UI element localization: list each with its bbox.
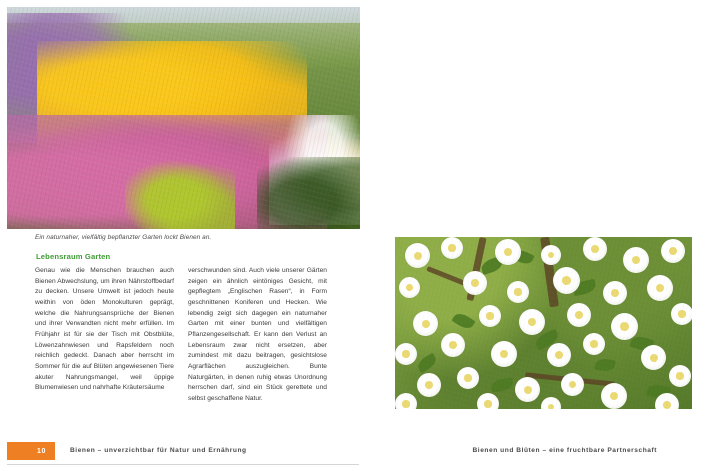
blossom-photo-texture	[395, 237, 692, 409]
section-subheading: Lebensraum Garten	[36, 252, 111, 261]
left-page-column-1: Genau wie die Menschen brauchen auch Bienen Abwechslung, um ihren Nährstoffbedarf zu decken. Unsere Umwelt ist jedoch heute weithin von öden Monokulturen geprägt, welche die Nahrungsansprüche der Bienen und ihrer Verwandten nicht mehr erfüllen. Im Frühjahr ist für sie der Tisch mit Obstblüte, Löwenzahnwiesen und Rapsfeldern noch reichlich gedeckt. Danach aber herrscht im Sommer für die auf Blüten angewiesenen Tiere akuter Nahrungsmangel, weil üppige Blumenwiesen und nahrhafte Kräutersäume	[35, 267, 174, 392]
photo-texture	[7, 7, 365, 229]
left-footer-divider	[7, 464, 359, 465]
left-page-number-tab: 10	[7, 442, 55, 460]
garden-photo-caption: Ein naturnaher, vielfältig bepflanzter Garten lockt Bienen an.	[35, 234, 212, 241]
apple-blossom-photograph	[395, 237, 692, 409]
right-running-head: Bienen und Blüten – eine fruchtbare Partnerschaft	[472, 447, 657, 454]
left-page-column-2: verschwunden sind. Auch viele unserer Gärten zeigen ein ähnlich eintöniges Gesicht, mit gepflegtem „Englischen Rasen“, in Form geschnittenen Koniferen und Hecken. Wie lebendig zeigt sich dagegen ein naturnaher Garten mit einer bunten und vielfältigen Pflanzengesellschaft. Er kann den Verlust an Lebensraum zwar nicht ersetzen, aber zumindest mit dazu beitragen, gesichtslose Agrarflächen auszugleichen. Bunte Naturgärten, in denen ruhig etwas Unordnung herrschen darf, sind ein Stück gerettete und selbst geschaffene Natur.	[188, 267, 327, 403]
right-page	[360, 0, 720, 471]
garden-photograph	[7, 7, 365, 229]
left-running-head: Bienen – unverzichtbar für Natur und Ernährung	[70, 447, 247, 454]
